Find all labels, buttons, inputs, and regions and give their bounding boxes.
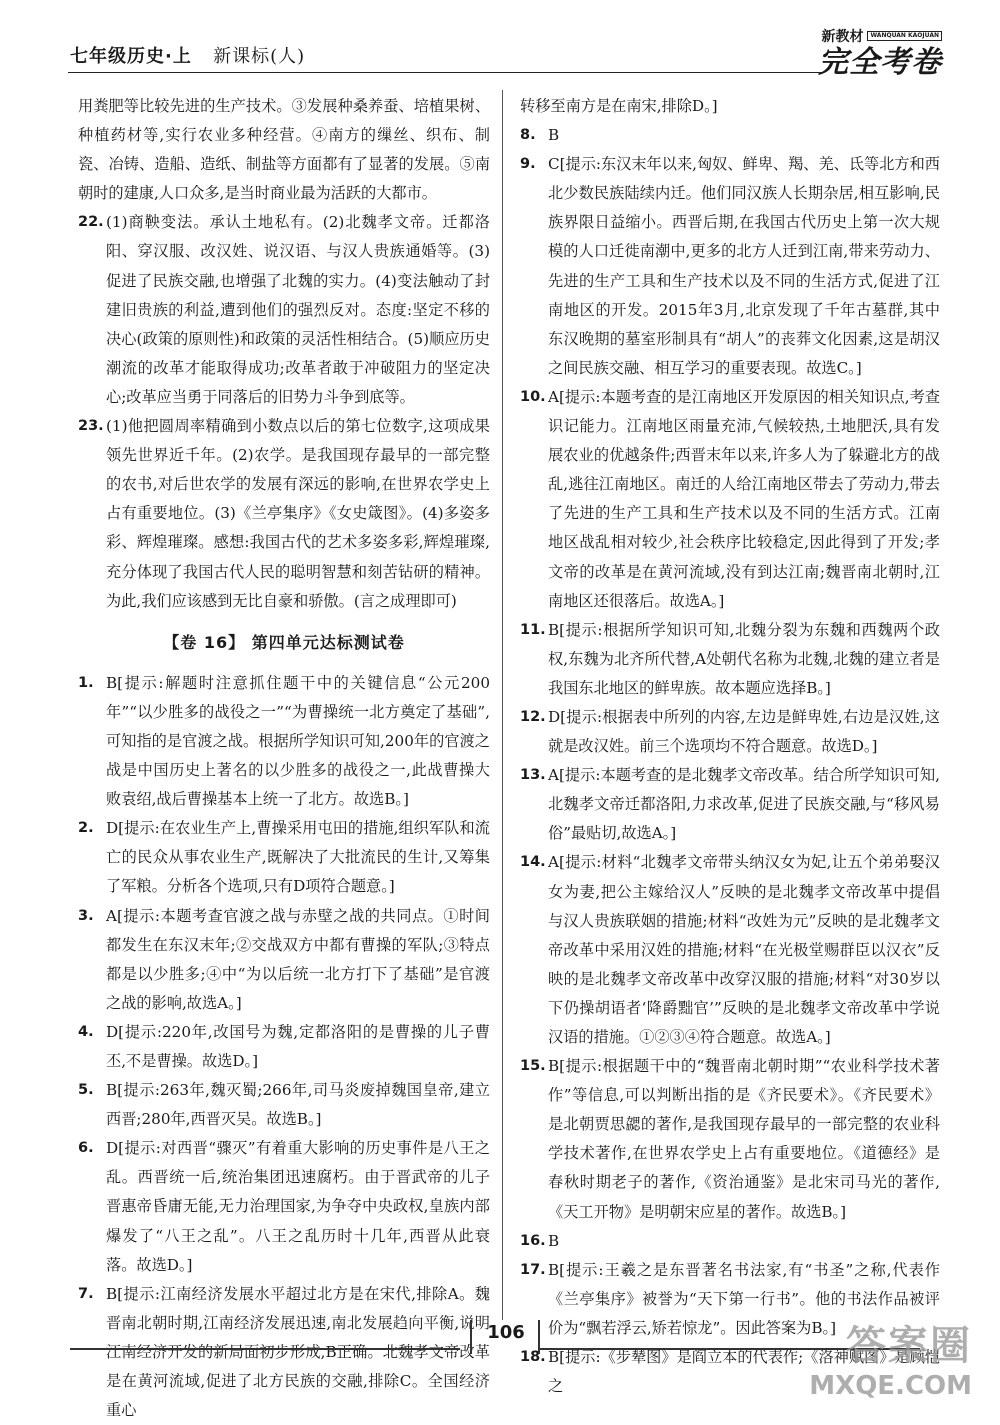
answer-number: 16. — [520, 1232, 546, 1249]
answer-list-after — [78, 669, 490, 1425]
answer-text: B[提示:263年,魏灭蜀;266年,司马炎废掉魏国皇帝,建立西晋;280年,西晋灭吴。故选B。] — [106, 1081, 490, 1129]
answer-text: D[提示:220年,改国号为魏,定都洛阳的是曹操的儿子曹丕,不是曹操。故选D。] — [106, 1022, 490, 1070]
answer-item — [520, 121, 940, 150]
right-column — [520, 92, 940, 1401]
answer-item — [520, 1227, 940, 1256]
answer-item — [78, 1280, 490, 1425]
answer-text: (1)商鞅变法。承认土地私有。(2)北魏孝文帝。迁都洛阳、穿汉服、改汉姓、说汉语、与汉人贵族通婚等。(3)促进了民族交融,也增强了北魏的实力。(4)变法触动了封建旧贵族的利益,遭到他们的强烈反对。态度:坚定不移的决心(政策的原则性)和政策的灵活性相结合。(5)顺应历史潮流的改革才能取得成功;改革者敢于冲破阻力的坚定决心;改革应当勇于同落后的旧势力斗争到底等。 — [106, 213, 490, 406]
answer-number: 11. — [520, 621, 546, 638]
watermark-url: MXQE.COM — [809, 1371, 972, 1401]
answer-item — [520, 616, 940, 703]
answer-text: B — [548, 1231, 560, 1250]
answer-number: 23. — [78, 418, 104, 435]
footer-bar-left — [470, 1320, 472, 1354]
answer-item — [78, 1134, 490, 1279]
answer-list-before — [78, 208, 490, 615]
answer-text: B[提示:根据所学知识可知,北魏分裂为东魏和西魏两个政权,东魏为北齐所代替,A处朝代名称为北魏,北魏的建立者是我国东北地区的鲜卑族。故本题应选择B。] — [548, 620, 940, 697]
column-divider — [502, 90, 503, 1320]
answer-text: B[提示:王羲之是东晋著名书法家,有“书圣”之称,代表作《兰亭集序》被誉为“天下第一行书”。他的书法作品被评价为“飘若浮云,矫若惊龙”。因此答案为B。] — [548, 1260, 940, 1337]
answer-number: 15. — [520, 1058, 546, 1075]
answer-text: B[提示:解题时注意抓住题干中的关键信息“公元200年”“以少胜多的战役之一”“为曹操统一北方奠定了基础”,可知指的是官渡之战。根据所学知识可知,200年的官渡之战是中国历史上著名的以少胜多的战役之一,此战曹操大败袁绍,战后曹操基本上统一了北方。故选B。] — [106, 673, 490, 809]
answer-number: 10. — [520, 388, 546, 405]
answer-number: 3. — [78, 907, 94, 924]
answer-text: A[提示:本题考查的是江南地区开发原因的相关知识点,考查识记能力。江南地区雨量充沛,气候较热,土地肥沃,具有发展农业的优越条件;西晋末年以来,许多人为了躲避北方的战乱,逃往江南地区。南迁的人给江南地区带去了劳动力,带去了先进的生产工具和生产技术以及不同的生活方式。江南地区战乱相对较少,社会秩序比较稳定,因此得到了开发;孝文帝的改革是在黄河流域,没有到达江南;魏晋南北朝时,江南地区还很落后。故选A。] — [548, 387, 940, 610]
answer-text: C[提示:东汉末年以来,匈奴、鲜卑、羯、羌、氐等北方和西北少数民族陆续内迁。他们同汉族人长期杂居,相互影响,民族界限日益缩小。西晋后期,在我国古代历史上第一次大规模的人口迁徙南潮中,更多的北方人迁到江南,带来劳动力、先进的生产工具和生产技术以及不同的生活方式,促进了江南地区的开发。2015年3月,北京发现了千年古墓群,其中东汉晚期的墓室形制具有“胡人”的丧葬文化因素,这是胡汉之间民族交融、相互学习的重要表现。故选C。] — [548, 155, 940, 377]
answer-text: A[提示:材料“北魏孝文帝带头纳汉女为妃,让五个弟弟娶汉女为妻,把公主嫁给汉人”反映的是北魏孝文帝改革中提倡与汉人贵族联姻的措施;材料“改姓为元”反映的是北魏孝文帝改革中采用汉姓的措施;材料“在光极堂赐群臣以汉衣”反映的是北魏孝文帝改革中改穿汉服的措施;材料“对30岁以下仍操胡语者‘降爵黜官’”反映的是北魏孝文帝改革中学说汉语的措施。①②③④符合题意。故选A。] — [548, 853, 940, 1046]
answer-text: D[提示:对西晋“骤灭”有着重大影响的历史事件是八王之乱。西晋统一后,统治集团迅速腐朽。由于晋武帝的儿子晋惠帝昏庸无能,无力治理国家,为争夺中央政权,皇族内部爆发了“八王之乱”。八王之乱历时十几年,西晋从此衰落。故选D。] — [106, 1139, 490, 1274]
answer-number: 6. — [78, 1140, 94, 1157]
answer-text: B[提示:根据题干中的“魏晋南北朝时期”“农业科学技术著作”等信息,可以判断出指的是《齐民要术》。《齐民要术》是北朝贾思勰的著作,是我国现存最早的一部完整的农业科学技术著作,在世界农学史上占有重要地位。《道德经》是春秋时期老子的著作,《资治通鉴》是北宋司马光的著作,《天工开物》是明朝宋应星的著作。故选B。] — [548, 1057, 940, 1221]
answer-number: 4. — [78, 1023, 94, 1040]
answer-item — [78, 208, 490, 412]
page-number: 106 — [487, 1322, 525, 1343]
answer-text: D[提示:在农业生产上,曹操采用屯田的措施,组织军队和流亡的民众从事农业生产,既解决了大批流民的生计,又筹集了军粮。分析各个选项,只有D项符合题意。] — [106, 819, 490, 896]
continued-paragraph: 用粪肥等比较先进的生产技术。③发展种桑养蚕、培植果树、种植药材等,实行农业多种经营。④南方的缫丝、织布、制瓷、冶铸、造船、造纸、制盐等方面都有了显著的发展。⑤南朝时的建康,人口众多,是当时商业最为活跃的大都市。 — [78, 97, 490, 203]
answer-number: 8. — [520, 127, 536, 144]
watermark-title: 答案圈 — [846, 1323, 972, 1369]
left-column — [78, 92, 490, 1425]
answer-number: 1. — [78, 674, 94, 691]
answer-text: B — [548, 126, 560, 145]
brand-logo — [818, 26, 942, 80]
answer-number: 14. — [520, 854, 546, 871]
answer-text: D[提示:根据表中所列的内容,左边是鲜卑姓,右边是汉姓,这就是改汉姓。前三个选项均不符合题意。故选D。] — [548, 707, 940, 756]
answer-text: B[提示:江南经济发展水平超过北方是在宋代,排除A。魏晋南北朝时期,江南经济发展迅速,南北发展趋向平衡,说明江南经济开发的新局面初步形成,B正确。北魏孝文帝改革是在黄河流域,促进了北方民族的交融,排除C。全国经济重心 — [106, 1284, 490, 1420]
page-header — [70, 42, 305, 68]
footer-rule-left — [70, 1348, 460, 1350]
answer-item — [520, 150, 940, 383]
book-edition: 新课标(人) — [213, 46, 306, 67]
answer-number: 9. — [520, 156, 536, 173]
brand-name: 完全考卷 — [818, 45, 942, 80]
answer-item — [520, 383, 940, 616]
answer-item — [520, 703, 940, 761]
book-title: 七年级历史·上 — [70, 46, 192, 67]
brand-mini-logo: WANQUAN KAOJUAN — [867, 31, 942, 41]
answer-number: 22. — [78, 214, 104, 231]
answer-list — [520, 121, 940, 1401]
answer-item — [520, 761, 940, 848]
continued-paragraph: 转移至南方是在南宋,排除D。] — [520, 97, 718, 115]
answer-number: 5. — [78, 1082, 94, 1099]
answer-item — [78, 1076, 490, 1134]
footer-bar-right — [538, 1320, 540, 1354]
answer-item — [78, 902, 490, 1018]
answer-item — [78, 1018, 490, 1076]
answer-item — [78, 412, 490, 616]
answer-item — [78, 814, 490, 901]
answer-number: 18. — [520, 1349, 546, 1366]
answer-text: A[提示:本题考查官渡之战与赤壁之战的共同点。①时间都发生在东汉末年;②交战双方中都有曹操的军队;③特点都是以少胜多;④中“为以后统一北方打下了基础”是官渡之战的影响,故选A。] — [106, 906, 490, 1012]
answer-text: (1)他把圆周率精确到小数点以后的第七位数字,这项成果领先世界近千年。(2)农学。是我国现存最早的一部完整的农书,对后世农学的发展有深远的影响,在世界农学史上占有重要地位。(3)《兰亭集序》《女史箴图》。(4)多姿多彩、辉煌璀璨。感想:我国古代的艺术多姿多彩,辉煌璀璨,充分体现了我国古代人民的聪明智慧和刻苦钻研的精神。为此,我们应该感到无比自豪和骄傲。(言之成理即可) — [106, 417, 490, 610]
brand-tag: 新教材 — [821, 29, 864, 45]
watermark — [809, 1314, 972, 1401]
section-title: 【卷 16】 第四单元达标测试卷 — [163, 632, 405, 652]
answer-number: 7. — [78, 1285, 94, 1302]
header-divider — [68, 72, 822, 73]
answer-number: 17. — [520, 1261, 546, 1278]
answer-number: 12. — [520, 708, 546, 725]
answer-item — [520, 848, 940, 1052]
answer-number: 2. — [78, 820, 94, 837]
answer-text: A[提示:本题考查的是北魏孝文帝改革。结合所学知识可知,北魏孝文帝迁都洛阳,力求改革,促进了民族交融,与“移风易俗”最贴切,故选A。] — [548, 766, 940, 843]
answer-number: 13. — [520, 767, 546, 784]
answer-item — [520, 1052, 940, 1227]
answer-item — [78, 669, 490, 814]
answer-text: B[提示:《步辇图》是阎立本的代表作;《洛神赋图》是顾恺之 — [548, 1348, 940, 1396]
